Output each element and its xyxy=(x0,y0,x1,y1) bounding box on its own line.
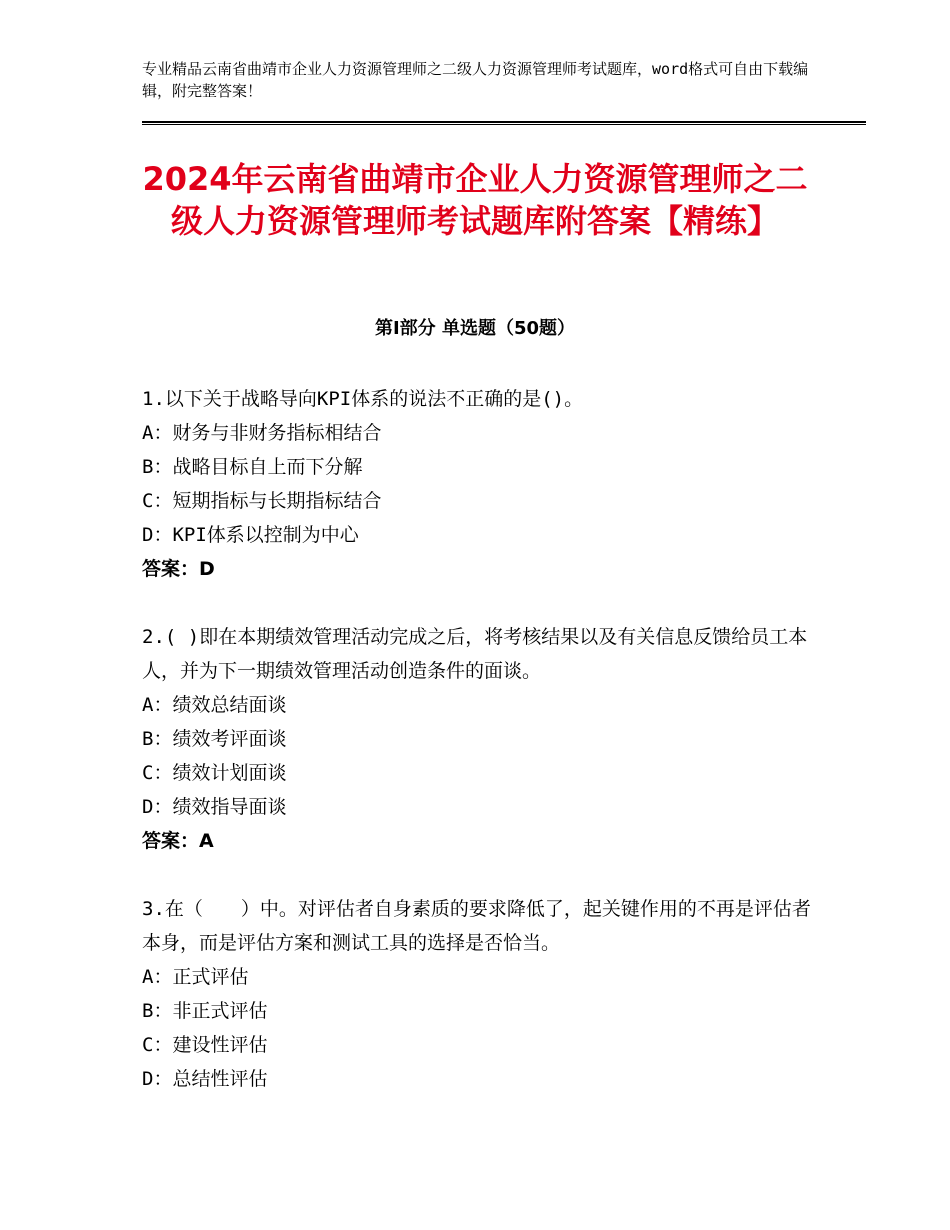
option-d: D：绩效指导面谈 xyxy=(142,796,287,818)
option-a: A：财务与非财务指标相结合 xyxy=(142,422,382,444)
section-title: 第Ⅰ部分 单选题（50题） xyxy=(374,318,575,339)
question-1 xyxy=(142,382,812,586)
option-d: D：总结性评估 xyxy=(142,1068,268,1090)
option-a: A：正式评估 xyxy=(142,966,249,988)
option-b: B：绩效考评面谈 xyxy=(142,728,287,750)
document-title: 2024年云南省曲靖市企业人力资源管理师之二级人力资源管理师考试题库附答案【精练】 xyxy=(142,160,808,240)
question-stem: 3.在（ ）中。对评估者自身素质的要求降低了，起关键作用的不再是评估者本身，而是评估方案和测试工具的选择是否恰当。 xyxy=(142,898,811,954)
answer: 答案：A xyxy=(142,830,214,852)
question-stem: 2.( )即在本期绩效管理活动完成之后，将考核结果以及有关信息反馈给员工本人，并为下一期绩效管理活动创造条件的面谈。 xyxy=(142,626,808,682)
option-d: D：KPI体系以控制为中心 xyxy=(142,524,359,546)
question-3 xyxy=(142,892,812,1096)
question-2 xyxy=(142,620,812,858)
header-note: 专业精品云南省曲靖市企业人力资源管理师之二级人力资源管理师考试题库，word格式可自由下载编辑，附完整答案！ xyxy=(142,60,809,100)
header-divider xyxy=(142,121,866,125)
option-b: B：战略目标自上而下分解 xyxy=(142,456,363,478)
option-b: B：非正式评估 xyxy=(142,1000,268,1022)
option-c: C：短期指标与长期指标结合 xyxy=(142,490,382,512)
answer: 答案：D xyxy=(142,558,215,580)
option-c: C：建设性评估 xyxy=(142,1034,268,1056)
question-list xyxy=(142,382,812,1130)
question-stem: 1.以下关于战略导向KPI体系的说法不正确的是()。 xyxy=(142,388,584,410)
option-c: C：绩效计划面谈 xyxy=(142,762,287,784)
option-a: A：绩效总结面谈 xyxy=(142,694,287,716)
